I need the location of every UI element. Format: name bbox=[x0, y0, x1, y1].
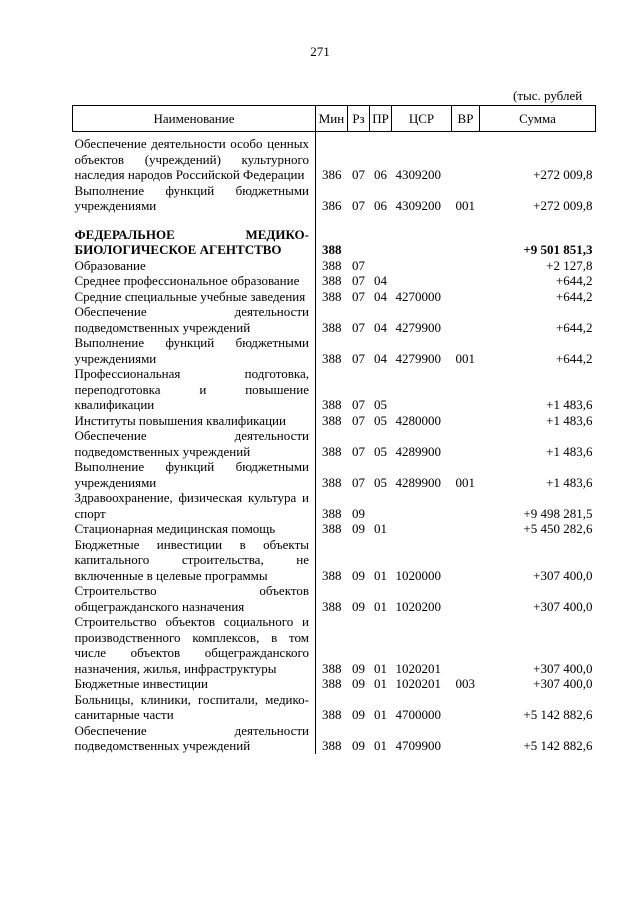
row-sum: +5 450 282,6 bbox=[523, 521, 593, 536]
row-rz-code bbox=[348, 214, 370, 258]
row-rz-code: 07 bbox=[352, 412, 365, 428]
row-csr-code: 4709900 bbox=[395, 738, 441, 753]
row-sum: +9 501 851,3 bbox=[523, 242, 593, 257]
row-vr-code: 001 bbox=[455, 474, 475, 490]
row-vr-code bbox=[452, 273, 480, 289]
row-min-code: 388 bbox=[322, 660, 342, 676]
row-rz-code: 07 bbox=[352, 443, 365, 459]
row-csr-code: 4309200 bbox=[395, 198, 441, 213]
row-vr-code bbox=[452, 692, 480, 723]
row-rz-code: 07 bbox=[352, 198, 365, 213]
row-sum: +644,2 bbox=[555, 350, 593, 366]
row-sum: +272 009,8 bbox=[533, 198, 593, 213]
row-sum: +307 400,0 bbox=[533, 567, 593, 583]
row-min-code: 388 bbox=[322, 397, 342, 412]
row-name bbox=[73, 335, 316, 366]
row-sum: +272 009,8 bbox=[533, 167, 593, 182]
header-min: Мин bbox=[316, 106, 348, 132]
row-rz-code: 07 bbox=[352, 319, 365, 335]
table-row bbox=[73, 428, 596, 459]
row-min-code: 388 bbox=[322, 676, 342, 691]
row-rz-code: 07 bbox=[352, 350, 365, 366]
header-pr: ПР bbox=[370, 106, 392, 132]
header-rz: Рз bbox=[348, 106, 370, 132]
header-vr: ВР bbox=[452, 106, 480, 132]
row-vr-code bbox=[452, 490, 480, 521]
row-rz-code: 09 bbox=[352, 676, 365, 691]
row-sum: +5 142 882,6 bbox=[523, 738, 593, 753]
row-name bbox=[73, 692, 316, 723]
row-pr-code: 01 bbox=[374, 738, 387, 753]
row-sum: +2 127,8 bbox=[546, 257, 593, 273]
row-csr-code: 4289900 bbox=[395, 443, 441, 459]
row-name-text: Стационарная медицинская помощь bbox=[74, 521, 276, 536]
row-vr-code bbox=[452, 132, 480, 183]
row-name bbox=[73, 413, 316, 429]
row-name-text: Выполнение функций бюджетными учреждениями bbox=[74, 182, 309, 213]
header-sum: Сумма bbox=[480, 106, 596, 132]
row-name-text: ФЕДЕРАЛЬНОЕ МЕДИКО-БИОЛОГИЧЕСКОЕ АГЕНТСТВО bbox=[74, 226, 309, 257]
table-header bbox=[73, 106, 596, 132]
row-min-code: 388 bbox=[322, 273, 342, 288]
row-rz-code: 07 bbox=[352, 273, 365, 288]
row-name bbox=[73, 304, 316, 335]
table-row bbox=[73, 459, 596, 490]
table-row bbox=[73, 183, 596, 214]
row-name bbox=[73, 537, 316, 584]
row-csr-code: 4279900 bbox=[395, 350, 441, 366]
row-csr-code: 1020200 bbox=[395, 598, 441, 614]
row-name-text: Строительство объектов социального и производственного комплексов, в том числе объектов общегражданского назначения, жилья, инфраструктуры bbox=[74, 614, 309, 676]
row-name-text: Больницы, клиники, госпитали, медико-санитарные части bbox=[74, 691, 309, 722]
row-pr-code: 01 bbox=[374, 567, 387, 583]
table-row bbox=[73, 692, 596, 723]
row-name bbox=[73, 614, 316, 676]
row-name bbox=[73, 366, 316, 413]
row-pr-code bbox=[370, 258, 392, 274]
row-csr-code: 4700000 bbox=[395, 707, 441, 722]
table-row bbox=[73, 366, 596, 413]
row-pr-code: 01 bbox=[374, 660, 387, 676]
row-pr-code: 01 bbox=[374, 707, 387, 722]
row-name-text: Выполнение функций бюджетными учреждениями bbox=[74, 459, 309, 490]
row-pr-code bbox=[370, 490, 392, 521]
row-pr-code: 06 bbox=[374, 198, 387, 213]
row-csr-code: 4270000 bbox=[395, 288, 441, 304]
row-pr-code: 05 bbox=[374, 474, 387, 490]
row-pr-code: 04 bbox=[374, 273, 387, 288]
row-min-code: 388 bbox=[322, 242, 342, 257]
row-name-text: Профессиональная подготовка, переподготовка и повышение квалификации bbox=[74, 366, 309, 412]
row-vr-code bbox=[452, 214, 480, 258]
row-name bbox=[73, 132, 316, 183]
header-row bbox=[73, 106, 596, 132]
row-csr-code: 4280000 bbox=[395, 412, 441, 428]
row-sum: +9 498 281,5 bbox=[523, 505, 593, 521]
table-row bbox=[73, 214, 596, 258]
row-csr-code: 4289900 bbox=[395, 474, 441, 490]
row-sum: +1 483,6 bbox=[546, 397, 593, 412]
row-name bbox=[73, 521, 316, 537]
row-vr-code bbox=[452, 413, 480, 429]
row-pr-code: 01 bbox=[374, 676, 387, 691]
table-row bbox=[73, 413, 596, 429]
header-name: Наименование bbox=[73, 106, 316, 132]
row-pr-code: 05 bbox=[374, 397, 387, 412]
row-name-text: Строительство объектов общегражданского назначения bbox=[74, 583, 309, 614]
table-row bbox=[73, 614, 596, 676]
row-vr-code bbox=[452, 428, 480, 459]
row-pr-code: 01 bbox=[374, 598, 387, 614]
row-csr-code: 4309200 bbox=[395, 167, 441, 182]
table-row bbox=[73, 304, 596, 335]
row-sum: +644,2 bbox=[555, 319, 593, 335]
row-min-code: 388 bbox=[322, 707, 342, 722]
row-csr-code: 1020000 bbox=[395, 567, 441, 583]
row-pr-code: 01 bbox=[374, 521, 387, 536]
row-pr-code: 04 bbox=[374, 350, 387, 366]
row-pr-code bbox=[370, 214, 392, 258]
row-name bbox=[73, 583, 316, 614]
row-pr-code: 05 bbox=[374, 443, 387, 459]
row-rz-code: 09 bbox=[352, 567, 365, 583]
row-sum: +1 483,6 bbox=[546, 443, 593, 459]
row-pr-code: 06 bbox=[374, 167, 387, 182]
row-vr-code bbox=[452, 258, 480, 274]
row-sum: +1 483,6 bbox=[546, 412, 593, 428]
row-csr-code bbox=[392, 273, 452, 289]
row-name bbox=[73, 183, 316, 214]
header-csr: ЦСР bbox=[392, 106, 452, 132]
row-rz-code: 07 bbox=[352, 474, 365, 490]
row-name-text: Обеспечение деятельности подведомственных учреждений bbox=[74, 722, 309, 753]
row-sum: +307 400,0 bbox=[533, 676, 593, 691]
row-name-text: Обеспечение деятельности подведомственных учреждений bbox=[74, 428, 309, 459]
table-row bbox=[73, 273, 596, 289]
row-name-text: Средние специальные учебные заведения bbox=[74, 288, 306, 304]
unit-note: (тыс. рублей bbox=[513, 88, 583, 103]
row-min-code: 388 bbox=[322, 288, 342, 304]
row-sum: +1 483,6 bbox=[546, 474, 593, 490]
row-name bbox=[73, 289, 316, 305]
row-min-code: 388 bbox=[322, 521, 342, 536]
row-min-code: 388 bbox=[322, 738, 342, 753]
row-min-code: 386 bbox=[322, 167, 342, 182]
row-vr-code bbox=[452, 583, 480, 614]
row-csr-code bbox=[392, 490, 452, 521]
table-body bbox=[73, 132, 596, 754]
row-name-text: Обеспечение деятельности особо ценных объектов (учреждений) культурного наследия народов Российской Федерации bbox=[74, 136, 309, 182]
row-vr-code bbox=[452, 521, 480, 537]
row-rz-code: 09 bbox=[352, 660, 365, 676]
row-name-text: Институты повышения квалификации bbox=[74, 412, 286, 428]
table-row bbox=[73, 676, 596, 692]
row-rz-code: 09 bbox=[352, 521, 365, 536]
row-pr-code: 05 bbox=[374, 412, 387, 428]
row-rz-code: 09 bbox=[352, 598, 365, 614]
row-sum: +5 142 882,6 bbox=[523, 707, 593, 722]
row-rz-code: 07 bbox=[352, 167, 365, 182]
row-name bbox=[73, 723, 316, 754]
row-rz-code: 09 bbox=[352, 738, 365, 753]
row-vr-code bbox=[452, 614, 480, 676]
table-row bbox=[73, 583, 596, 614]
row-min-code: 388 bbox=[322, 598, 342, 614]
row-csr-code: 4279900 bbox=[395, 319, 441, 335]
row-csr-code bbox=[392, 521, 452, 537]
page-number: 271 bbox=[310, 44, 330, 59]
row-min-code: 388 bbox=[322, 319, 342, 335]
row-sum: +307 400,0 bbox=[533, 598, 593, 614]
row-csr-code: 1020201 bbox=[395, 660, 441, 676]
row-vr-code bbox=[452, 723, 480, 754]
row-name-text: Бюджетные инвестиции в объекты капитального строительства, не включенные в целевые программы bbox=[74, 536, 309, 583]
row-rz-code: 09 bbox=[352, 505, 365, 521]
row-name bbox=[73, 258, 316, 274]
row-vr-code bbox=[452, 537, 480, 584]
row-min-code: 386 bbox=[322, 198, 342, 213]
row-name-text: Выполнение функций бюджетными учреждениями bbox=[74, 335, 309, 366]
row-name bbox=[73, 676, 316, 692]
row-name-text: Обеспечение деятельности подведомственных учреждений bbox=[74, 304, 309, 335]
row-name bbox=[73, 490, 316, 521]
table-row bbox=[73, 723, 596, 754]
row-pr-code: 04 bbox=[374, 319, 387, 335]
row-min-code: 388 bbox=[322, 567, 342, 583]
row-name-text: Образование bbox=[74, 257, 146, 273]
table-row bbox=[73, 289, 596, 305]
row-csr-code bbox=[392, 258, 452, 274]
row-sum: +644,2 bbox=[555, 288, 593, 304]
row-name bbox=[73, 273, 316, 289]
table-row bbox=[73, 490, 596, 521]
row-min-code: 388 bbox=[322, 443, 342, 459]
row-rz-code: 09 bbox=[352, 707, 365, 722]
row-min-code: 388 bbox=[322, 257, 342, 273]
row-rz-code: 07 bbox=[352, 288, 365, 304]
row-vr-code bbox=[452, 366, 480, 413]
row-min-code: 388 bbox=[322, 412, 342, 428]
table-row bbox=[73, 258, 596, 274]
row-vr-code: 003 bbox=[455, 676, 475, 691]
table-row bbox=[73, 335, 596, 366]
row-csr-code: 1020201 bbox=[395, 676, 441, 691]
row-sum: +644,2 bbox=[555, 273, 593, 288]
row-sum: +307 400,0 bbox=[533, 660, 593, 676]
row-vr-code: 001 bbox=[455, 350, 475, 366]
row-name-text: Среднее профессиональное образование bbox=[74, 273, 300, 288]
row-csr-code bbox=[392, 214, 452, 258]
row-rz-code: 07 bbox=[352, 397, 365, 412]
budget-table bbox=[72, 105, 596, 754]
row-vr-code bbox=[452, 304, 480, 335]
row-vr-code: 001 bbox=[455, 198, 475, 213]
row-name-text: Здравоохранение, физическая культура и спорт bbox=[74, 490, 309, 521]
row-name bbox=[73, 428, 316, 459]
table-row bbox=[73, 521, 596, 537]
row-min-code: 388 bbox=[322, 505, 342, 521]
table-row bbox=[73, 537, 596, 584]
table-row bbox=[73, 132, 596, 183]
row-csr-code bbox=[392, 366, 452, 413]
row-name bbox=[73, 214, 316, 258]
row-name-text: Бюджетные инвестиции bbox=[74, 676, 208, 691]
row-min-code: 388 bbox=[322, 350, 342, 366]
row-rz-code: 07 bbox=[352, 257, 365, 273]
row-min-code: 388 bbox=[322, 474, 342, 490]
row-name bbox=[73, 459, 316, 490]
row-vr-code bbox=[452, 289, 480, 305]
row-pr-code: 04 bbox=[374, 288, 387, 304]
